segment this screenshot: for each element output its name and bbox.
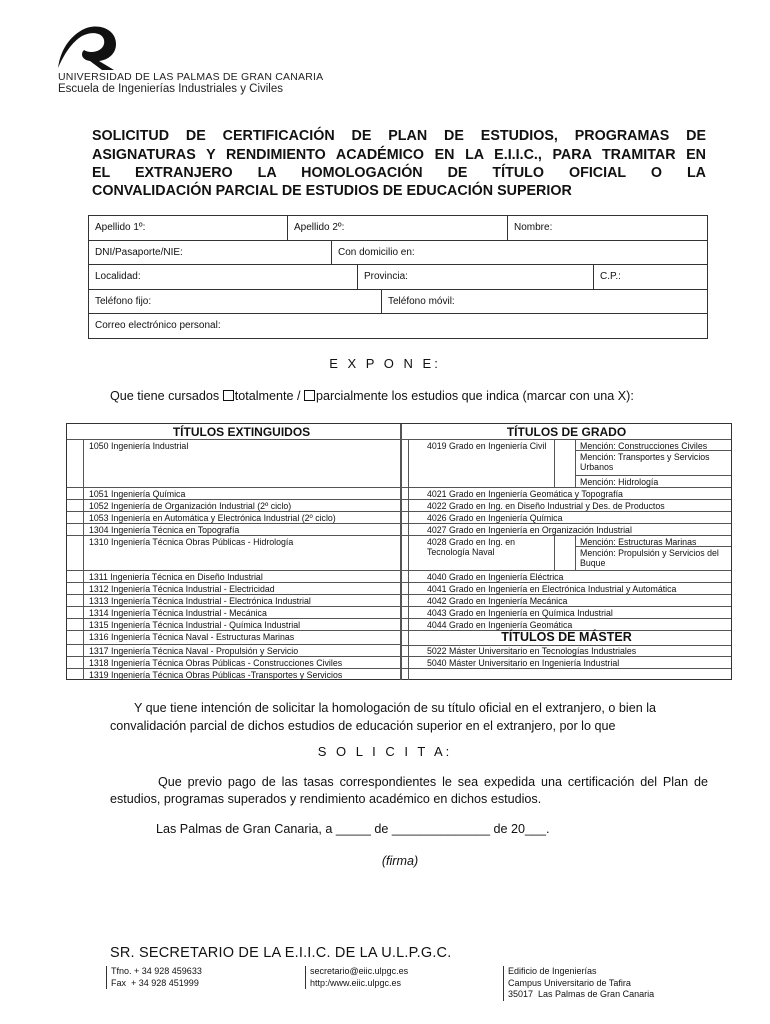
- document-title: [92, 127, 706, 183]
- extinct-title: 1314 Ingeniería Técnica Industrial - Mecánica: [89, 608, 267, 618]
- master-title: 5040 Máster Universitario en Ingeniería Industrial: [427, 658, 620, 668]
- grado-title: 4042 Grado en Ingeniería Mecánica: [427, 596, 568, 606]
- grado-titles-header: TÍTULOS DE GRADO: [506, 425, 627, 439]
- contact-email[interactable]: secretario@eiic.ulpgc.es: [310, 966, 409, 976]
- grado-title: 4026 Grado en Ingeniería Química: [427, 513, 563, 523]
- expone-heading: E X P O N E:: [329, 356, 441, 371]
- solicita-heading: S O L I C I T A:: [317, 744, 453, 759]
- extinct-title: 1313 Ingeniería Técnica Industrial - Electrónica Industrial: [89, 596, 311, 606]
- grado-title: 4027 Grado en Ingeniería en Organización Industrial: [427, 525, 632, 535]
- provincia-field[interactable]: Provincia:: [357, 265, 593, 289]
- address-line: Campus Universitario de Tafira: [508, 977, 631, 988]
- grado-title: 4019 Grado en Ingeniería Civil: [427, 441, 547, 451]
- master-titles-header: TÍTULOS DE MÁSTER: [501, 630, 632, 644]
- contact-web[interactable]: http:/www.eiic.ulpgc.es: [310, 977, 402, 988]
- extinct-title: 1304 Ingeniería Técnica en Topografía: [89, 525, 240, 535]
- extinct-title: 1318 Ingeniería Técnica Obras Públicas - Construcciones Civiles: [89, 658, 343, 668]
- apellido2-field[interactable]: Apellido 2º:: [287, 216, 507, 240]
- title-line-2: ASIGNATURAS Y RENDIMIENTO ACADÉMICO EN LA E.I.I.C., PARA TRAMITAR EN: [92, 146, 706, 163]
- extinct-title: 1316 Ingeniería Técnica Naval - Estructuras Marinas: [89, 632, 295, 642]
- title-line-4: CONVALIDACIÓN PARCIAL DE ESTUDIOS DE EDUCACIÓN SUPERIOR: [92, 183, 572, 199]
- addressee: SR. SECRETARIO DE LA E.I.I.C. DE LA U.L.P.G.C.: [110, 945, 452, 961]
- extinct-title: 1315 Ingeniería Técnica Industrial - Química Industrial: [89, 620, 301, 630]
- fax-number: Fax + 34 928 451999: [111, 977, 199, 988]
- cp-field[interactable]: C.P.:: [593, 265, 707, 289]
- apellido1-field[interactable]: Apellido 1º:: [95, 222, 146, 233]
- grado-title: 4043 Grado en Ingeniería en Química Industrial: [427, 608, 613, 618]
- partially-label: parcialmente los estudios que indica (marcar con una X):: [316, 389, 634, 403]
- grado-title: 4040 Grado en Ingeniería Eléctrica: [427, 572, 564, 582]
- title-line-3: EL EXTRANJERO LA HOMOLOGACIÓN DE TÍTULO OFICIAL O LA: [92, 165, 706, 181]
- footer-contact-block: [305, 966, 408, 989]
- title-line-1: SOLICITUD DE CERTIFICACIÓN DE PLAN DE ESTUDIOS, PROGRAMAS DE: [92, 128, 706, 144]
- correo-field[interactable]: Correo electrónico personal:: [95, 320, 221, 332]
- dni-field[interactable]: DNI/Pasaporte/NIE:: [95, 246, 183, 258]
- mencion-item: Mención: Transportes y Servicios Urbanos: [580, 452, 710, 472]
- extinct-title: 1319 Ingeniería Técnica Obras Públicas -Transportes y Servicios: [89, 670, 343, 680]
- grado-title: 4041 Grado en Ingeniería en Electrónica Industrial y Automática: [427, 584, 677, 594]
- extinct-titles-header: TÍTULOS EXTINGUIDOS: [172, 425, 311, 439]
- university-logo: [52, 24, 122, 72]
- domicilio-field[interactable]: Con domicilio en:: [331, 241, 707, 265]
- extinct-title: 1051 Ingeniería Química: [89, 489, 186, 499]
- address-line: Edificio de Ingenierías: [508, 966, 597, 976]
- grado-title: 4021 Grado en Ingeniería Geomática y Topografía: [427, 489, 623, 499]
- extinct-title: 1310 Ingeniería Técnica Obras Públicas - Hidrología: [89, 537, 294, 547]
- university-name: UNIVERSIDAD DE LAS PALMAS DE GRAN CANARIA: [58, 71, 324, 83]
- telefono-fijo-field[interactable]: Teléfono fijo:: [95, 295, 152, 307]
- extinct-title: 1050 Ingeniería Industrial: [89, 441, 189, 451]
- extinct-title: 1317 Ingeniería Técnica Naval - Propulsión y Servicio: [89, 646, 299, 656]
- degrees-table: [66, 423, 732, 680]
- extinct-title: 1052 Ingeniería de Organización Industrial (2º ciclo): [89, 501, 292, 511]
- personal-row-id: [89, 241, 707, 266]
- personal-row-names: [89, 216, 707, 241]
- master-title: 5022 Máster Universitario en Tecnologías Industriales: [427, 646, 637, 656]
- personal-row-email: [89, 314, 707, 339]
- personal-row-location: [89, 265, 707, 290]
- grado-title: 4022 Grado en Ing. en Diseño Industrial y Des. de Productos: [427, 501, 665, 511]
- mencion-item: Mención: Estructuras Marinas: [580, 537, 697, 547]
- studies-completion-line: [110, 389, 634, 403]
- mencion-item: Mención: Hidrología: [580, 477, 659, 487]
- mencion-item: Mención: Propulsión y Servicios del Buque: [580, 548, 719, 568]
- address-line: 35017 Las Palmas de Gran Canaria: [508, 989, 655, 999]
- grado-title: 4028 Grado en Ing. en Tecnología Naval: [427, 537, 516, 557]
- personal-row-phones: [89, 290, 707, 315]
- telefono-movil-field[interactable]: Teléfono móvil:: [381, 290, 707, 314]
- extinct-title: 1312 Ingeniería Técnica Industrial - Electricidad: [89, 584, 275, 594]
- date-line[interactable]: Las Palmas de Gran Canaria, a _____ de ______________ de 20___.: [156, 822, 550, 836]
- signature-label: (firma): [381, 854, 419, 868]
- extinct-title: 1053 Ingeniería en Automática y Electrónica Industrial (2º ciclo): [89, 513, 336, 523]
- totally-checkbox[interactable]: [223, 390, 234, 401]
- footer-address-block: [503, 966, 654, 1001]
- localidad-field[interactable]: Localidad:: [95, 271, 141, 283]
- phone-number: Tfno. + 34 928 459633: [111, 966, 202, 976]
- intent-paragraph: Y que tiene intención de solicitar la homologación de su título oficial en el extranjero, o bien la convalidación parcial de dichos estudios de educación superior en el extranjero, por lo que: [110, 701, 657, 733]
- extinct-title: 1311 Ingeniería Técnica en Diseño Industrial: [89, 572, 263, 582]
- cursados-label: Que tiene cursados: [110, 389, 220, 403]
- footer-phone-block: [106, 966, 202, 989]
- nombre-field[interactable]: Nombre:: [507, 216, 707, 240]
- school-name: Escuela de Ingenierías Industriales y Civiles: [58, 83, 284, 95]
- totally-label: totalmente /: [234, 389, 301, 403]
- grado-title: 4044 Grado en Ingeniería Geomática: [427, 620, 573, 630]
- personal-data-box: [88, 215, 708, 339]
- mencion-item: Mención: Construcciones Civiles: [580, 441, 708, 451]
- solicita-paragraph: Que previo pago de las tasas correspondientes le sea expedida una certificación del Plan de estudios, programas superados y rendimiento académico en dichos estudios.: [110, 775, 708, 806]
- partially-checkbox[interactable]: [304, 390, 315, 401]
